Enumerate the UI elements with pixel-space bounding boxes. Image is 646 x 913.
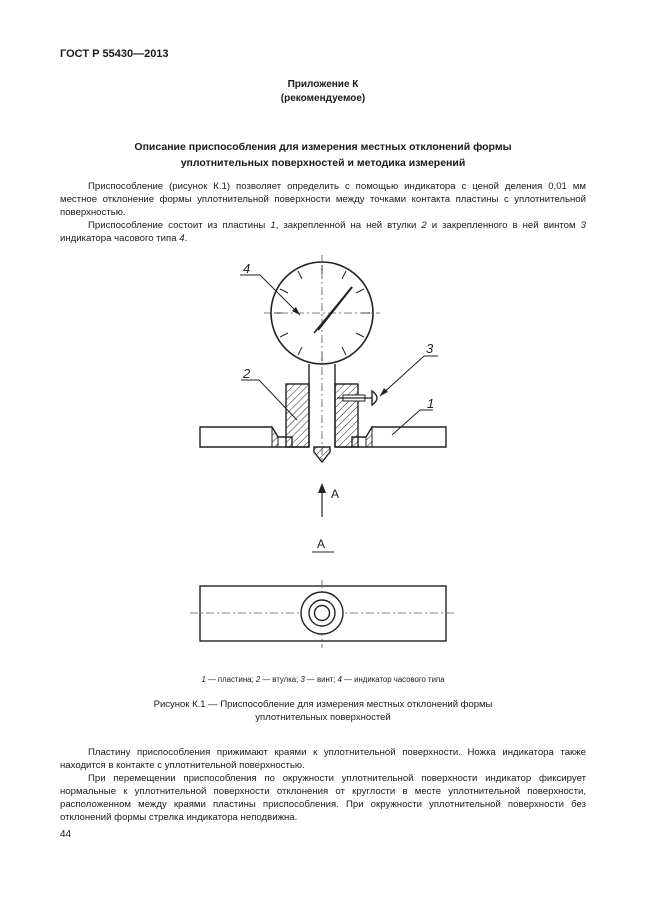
callout-3: 3 <box>426 341 434 356</box>
callout-4: 4 <box>243 261 251 276</box>
text-run: и закрепленного в ней винтом <box>426 220 581 231</box>
figure-legend <box>60 675 586 684</box>
text-run: индикатора часового типа <box>60 233 180 244</box>
dial-indicator <box>264 255 380 460</box>
text-run: Приспособление состоит из пластины <box>88 220 271 231</box>
standard-designation: ГОСТ Р 55430—2013 <box>60 48 169 60</box>
page-number: 44 <box>60 829 72 840</box>
caption-line2: уплотнительных поверхностей <box>255 712 391 723</box>
section-title-line2: уплотнительных поверхностей и методика измерений <box>180 157 466 169</box>
legend-num: 4 <box>337 675 342 684</box>
ref-screw: 3 <box>580 220 586 231</box>
view-title: A <box>317 537 326 551</box>
ref-plate: 1 <box>270 220 276 231</box>
text-run: , закрепленной на ней втулки <box>275 220 422 231</box>
method-paragraph-1: Пластину приспособления прижимают краями к уплотнительной поверхности. Ножка индикатора также находится в контакте с уплотнительной поверхностью. <box>60 747 586 771</box>
ref-bushing: 2 <box>421 220 427 231</box>
legend-text: — втулка; <box>260 675 301 684</box>
figure-caption <box>60 698 586 724</box>
legend-text: — винт; <box>304 675 338 684</box>
annex-status: (рекомендуемое) <box>280 93 366 104</box>
legend-num: 3 <box>300 675 305 684</box>
legend-text: — пластина; <box>205 675 256 684</box>
text-run: . <box>184 233 188 244</box>
view-arrow-label: A <box>331 487 340 501</box>
legend-text: — индикатор часового типа <box>342 675 445 684</box>
method-paragraph-2: При перемещении приспособления по окружности уплотнительной поверхности индикатор фиксирует нормальные к уплотнительной поверхности отклонения от круглости в месте уплотнительной поверхности, расположенном между краями пластины приспособления. При окружности уплотнительной поверхности без отклонений формы стрелка индикатора неподвижна. <box>60 773 586 823</box>
indicator-tip <box>314 447 330 462</box>
bushing <box>286 384 365 447</box>
method-text <box>60 746 586 824</box>
legend-num: 1 <box>201 675 206 684</box>
view-arrow <box>318 483 326 517</box>
section-title-line1: Описание приспособления для измерения местных отклонений формы <box>134 141 512 153</box>
callout-1: 1 <box>427 396 435 411</box>
caption-line1: Рисунок К.1 — Приспособление для измерения местных отклонений формы <box>153 699 493 710</box>
callout-2: 2 <box>243 366 251 381</box>
ref-indicator: 4 <box>179 233 185 244</box>
annex-title: Приложение К <box>287 79 359 90</box>
legend-num: 2 <box>255 675 261 684</box>
plan-view <box>190 580 456 648</box>
intro-paragraph-1: Приспособление (рисунок К.1) позволяет определить с помощью индикатора с ценой деления 0,01 мм местное отклонение формы уплотнительной поверхности между точками контакта пластины с уплотнительной поверхностью. <box>60 181 586 218</box>
plate <box>200 427 446 447</box>
